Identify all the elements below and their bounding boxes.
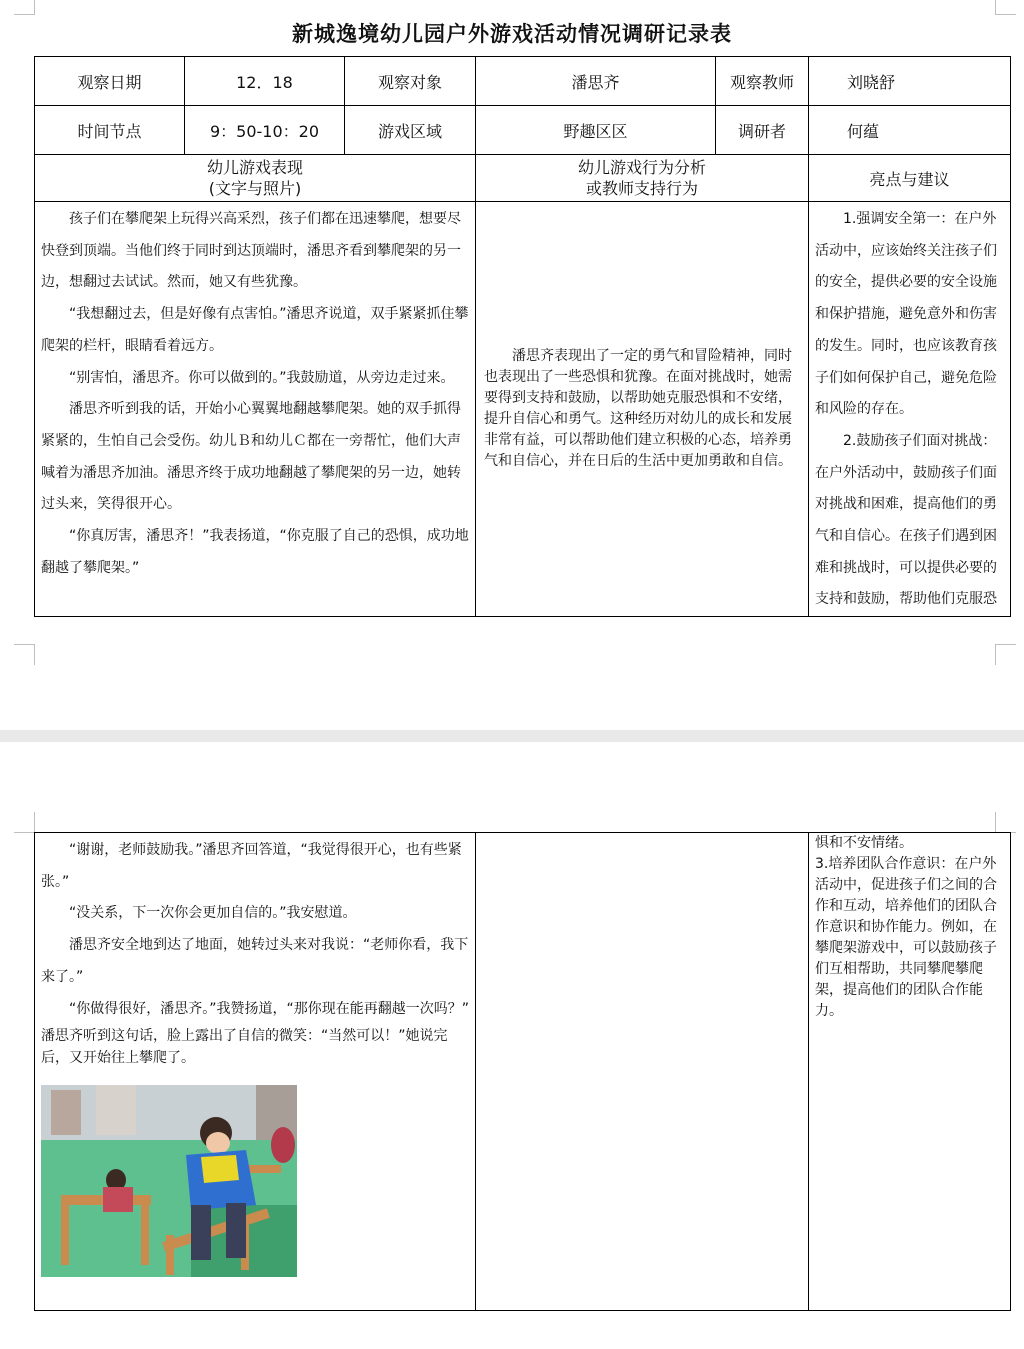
area-label: 游戏区域 [345,106,476,155]
performance-cell [35,202,476,617]
analysis-cell [476,202,809,617]
header-line: 幼儿游戏表现 [206,158,303,177]
header-line: 幼儿游戏行为分析 [577,158,706,177]
column-header-performance [35,155,476,202]
story-paragraph: “你真厉害，潘思齐！”我表扬道，“你克服了自己的恐惧，成功地翻越了攀爬架。” [41,528,469,576]
story-paragraph: 潘思齐听到我的话，开始小心翼翼地翻越攀爬架。她的双手抓得紧紧的，生怕自己会受伤。幼儿Ｂ和幼儿Ｃ都在一旁帮忙，他们大声喊着为潘思齐加油。潘思齐终于成功地翻越了攀爬架的另一边，她转过头来，笑得很开心。 [41,401,461,513]
record-table-page1 [34,56,1011,617]
photo-illustration [41,1085,297,1277]
header-line: 或教师支持行为 [585,179,698,198]
subject-label: 观察对象 [345,57,476,106]
page-gap [0,730,1024,742]
teacher-value: 刘晓舒 [809,57,1011,106]
time-label: 时间节点 [35,106,185,155]
analysis-text: 潘思齐表现出了一定的勇气和冒险精神，同时也表现出了一些恐惧和犹豫。在面对挑战时，她需要得到支持和鼓励，以帮助她克服恐惧和不安绪，提升自信心和勇气。这种经历对幼儿的成长和发展非常有益，可以帮助他们建立积极的心态，培养勇气和自信心，并在日后的生活中更加勇敢和自信。 [484,348,792,470]
story-paragraph: “别害怕，潘思齐。你可以做到的。”我鼓励道，从旁边走过来。 [69,369,455,386]
area-value: 野趣区区 [476,106,716,155]
time-value: 9：50-10：20 [185,106,345,155]
page-corner-mark [14,812,35,833]
suggestions-cell [809,202,1011,617]
story-paragraph: “没关系，下一次你会更加自信的。”我安慰道。 [69,905,357,922]
record-table-page2 [34,832,1011,1311]
story-paragraph: 潘思齐听到这句话，脸上露出了自信的微笑：“当然可以！”她说完后，又开始往上攀爬了。 [41,1028,448,1067]
suggestion-continuation: 惧和不安情绪。 [815,835,913,851]
header-line: (文字与照片) [208,179,302,198]
suggestions-cell [809,833,1011,1311]
suggestion-item: 3.培养团队合作意识：在户外活动中，促进孩子们之间的合作和互动，培养他们的团队合作意识和协作能力。例如，在攀爬架游戏中，可以鼓励孩子们互相帮助，共同攀爬攀爬架，提高他们的团队合作能力。 [815,856,997,1019]
date-value: 12．18 [185,57,345,106]
story-paragraph: 孩子们在攀爬架上玩得兴高采烈，孩子们都在迅速攀爬，想要尽快登到顶端。当他们终于同时到达顶端时，潘思齐看到攀爬架的另一边，想翻过去试试。然而，她又有些犹豫。 [41,211,461,291]
climbing-photo [41,1085,297,1277]
story-paragraph: “我想翻过去，但是好像有点害怕。”潘思齐说道，双手紧紧抓住攀爬架的栏杆，眼睛看着远方。 [41,306,469,354]
page-corner-mark [995,812,1016,833]
teacher-label: 观察教师 [716,57,809,106]
researcher-label: 调研者 [716,106,809,155]
date-label: 观察日期 [35,57,185,106]
researcher-value: 何蕴 [809,106,1011,155]
analysis-cell-empty [476,833,809,1311]
column-header-analysis [476,155,809,202]
page-corner-mark [995,0,1016,15]
subject-value: 潘思齐 [476,57,716,106]
suggestion-item: 2.鼓励孩子们面对挑战：在户外活动中，鼓励孩子们面对挑战和困难，提高他们的勇气和自信心。在孩子们遇到困难和挑战时，可以提供必要的支持和鼓励，帮助他们克服恐 [815,432,997,608]
story-paragraph: 潘思齐安全地到达了地面，她转过头来对我说：“老师你看，我下来了。” [41,937,469,985]
story-paragraph: “谢谢，老师鼓励我。”潘思齐回答道，“我觉得很开心，也有些紧张。” [41,842,462,890]
document-title: 新城逸境幼儿园户外游戏活动情况调研记录表 [292,22,732,46]
page-corner-mark [995,644,1016,665]
suggestion-item: 1.强调安全第一：在户外活动中，应该始终关注孩子们的安全，提供必要的安全设施和保护措施，避免意外和伤害的发生。同时，也应该教育孩子们如何保护自己，避免危险和风险的存在。 [815,211,997,418]
column-header-suggestions: 亮点与建议 [809,155,1011,202]
story-paragraph: “你做得很好，潘思齐。”我赞扬道，“那你现在能再翻越一次吗？” [69,1000,470,1017]
page-corner-mark [14,644,35,665]
page-corner-mark [14,0,35,15]
performance-cell [35,833,476,1311]
